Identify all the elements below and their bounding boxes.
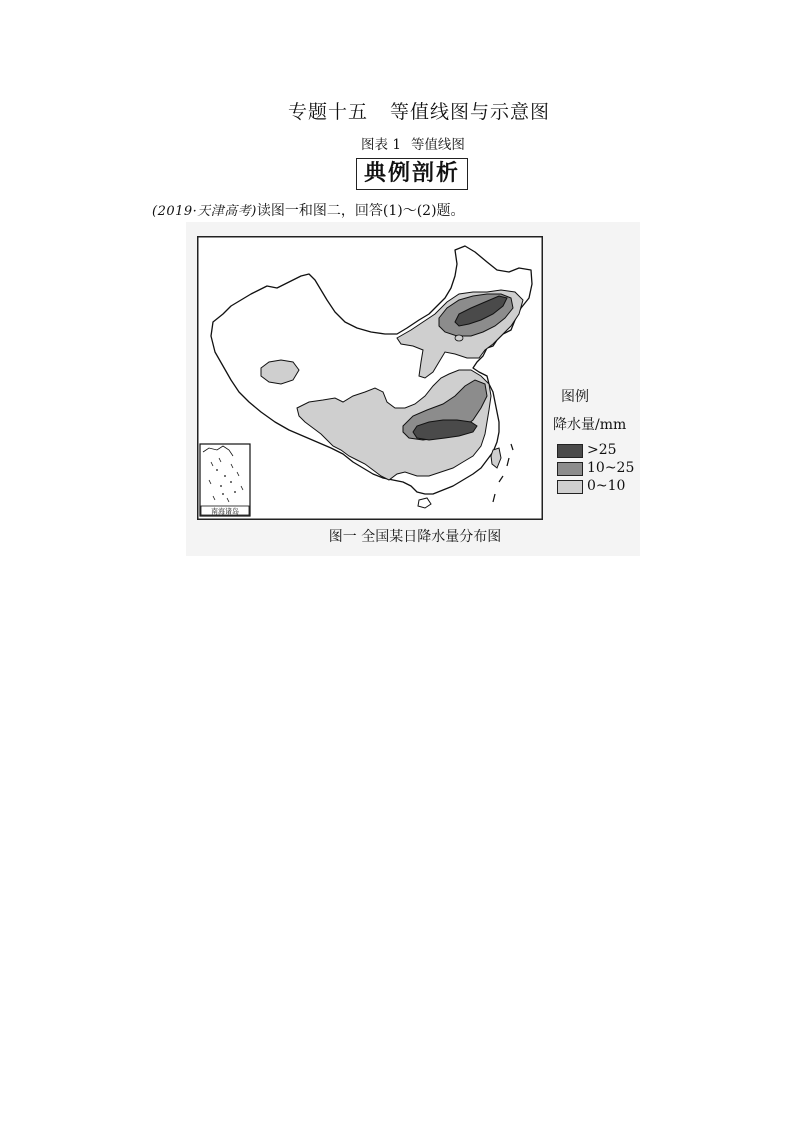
- subtitle-part-2: 等值线图: [410, 137, 465, 153]
- title-part-2: 等值线图与示意图: [390, 101, 551, 123]
- legend-item-heavy: [557, 444, 677, 460]
- question-intro: [152, 200, 465, 220]
- legend-swatch-heavy: [557, 444, 583, 458]
- page-title: [0, 97, 794, 124]
- legend-title: 图例: [561, 389, 589, 405]
- precip-zone-light-west: [261, 360, 299, 384]
- legend-label-heavy: >25: [587, 442, 617, 458]
- page-subtitle: [0, 133, 794, 153]
- legend-swatch-light: [557, 480, 583, 494]
- legend-unit: 降水量/mm: [553, 417, 627, 433]
- section-heading-box: 典例剖析: [356, 158, 468, 190]
- question-text: 读图一和图二，回答(1)～(2)题。: [256, 203, 465, 219]
- legend-item-light: [557, 480, 677, 496]
- legend-swatch-moderate: [557, 462, 583, 476]
- subtitle-part-1: 图表 1: [361, 137, 401, 153]
- title-part-1: 专题十五: [287, 101, 368, 123]
- figure-caption: 图一 全国某日降水量分布图: [328, 529, 502, 545]
- legend-label-moderate: 10~25: [587, 460, 635, 476]
- inset-label: 南海诸岛: [211, 507, 239, 516]
- legend-label-light: 0~10: [587, 478, 626, 494]
- small-light-spot: [455, 335, 463, 341]
- south-china-sea-inset: [200, 444, 250, 516]
- question-source: (2019·天津高考): [152, 204, 257, 219]
- legend-item-moderate: [557, 462, 677, 478]
- china-precipitation-map: [197, 236, 543, 520]
